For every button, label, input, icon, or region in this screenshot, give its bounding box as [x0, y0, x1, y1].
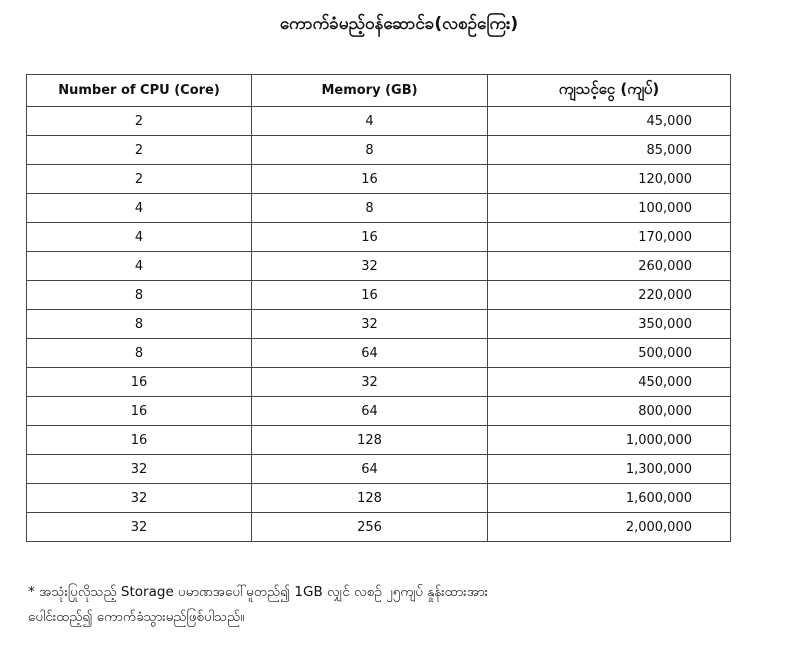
cell-price: 220,000 [488, 281, 731, 310]
cell-price: 120,000 [488, 165, 731, 194]
cell-cpu: 16 [27, 368, 252, 397]
cell-price: 350,000 [488, 310, 731, 339]
cell-cpu: 16 [27, 397, 252, 426]
table-row [27, 136, 731, 165]
cell-memory: 8 [252, 136, 488, 165]
page-title: ကောက်ခံမည့်ဝန်ဆောင်ခ(လစဉ်ကြေး) [279, 14, 519, 34]
cell-cpu: 8 [27, 339, 252, 368]
cell-memory: 128 [252, 426, 488, 455]
table-row [27, 455, 731, 484]
table-row [27, 107, 731, 136]
cell-cpu: 4 [27, 252, 252, 281]
table-row [27, 426, 731, 455]
cell-cpu: 16 [27, 426, 252, 455]
cell-cpu: 32 [27, 484, 252, 513]
footnote-line-2: ပေါင်းထည့်၍ ကောက်ခံသွားမည်ဖြစ်ပါသည်။ [28, 609, 245, 625]
table-row [27, 194, 731, 223]
footnote-line-1: * အသုံးပြုလိုသည့် Storage ပမာဏအပေါ်မူတည်၍ 1GB လျှင် လစဉ် ၂၅ကျပ် နှုန်းထားအား [28, 584, 489, 600]
cell-memory: 16 [252, 281, 488, 310]
cell-price: 85,000 [488, 136, 731, 165]
cell-price: 2,000,000 [488, 513, 731, 542]
cell-price: 500,000 [488, 339, 731, 368]
cell-memory: 64 [252, 455, 488, 484]
cell-cpu: 4 [27, 194, 252, 223]
header-cpu: Number of CPU (Core) [27, 75, 252, 107]
footnote [28, 580, 728, 630]
cell-price: 1,600,000 [488, 484, 731, 513]
cell-cpu: 8 [27, 281, 252, 310]
table-row [27, 252, 731, 281]
cell-memory: 32 [252, 310, 488, 339]
table-row [27, 513, 731, 542]
table-row [27, 368, 731, 397]
table-row [27, 223, 731, 252]
pricing-table [26, 74, 731, 542]
cell-cpu: 2 [27, 107, 252, 136]
table-row [27, 165, 731, 194]
table-row [27, 339, 731, 368]
table-header-row [27, 75, 731, 107]
cell-price: 260,000 [488, 252, 731, 281]
cell-price: 170,000 [488, 223, 731, 252]
cell-cpu: 8 [27, 310, 252, 339]
cell-cpu: 2 [27, 136, 252, 165]
table-row [27, 484, 731, 513]
header-memory: Memory (GB) [252, 75, 488, 107]
cell-cpu: 32 [27, 513, 252, 542]
header-price: ကျသင့်ငွေ (ကျပ်) [488, 75, 731, 107]
cell-memory: 64 [252, 339, 488, 368]
cell-cpu: 2 [27, 165, 252, 194]
cell-memory: 16 [252, 165, 488, 194]
table-row [27, 281, 731, 310]
table-row [27, 310, 731, 339]
cell-memory: 256 [252, 513, 488, 542]
cell-price: 1,300,000 [488, 455, 731, 484]
cell-price: 450,000 [488, 368, 731, 397]
cell-cpu: 4 [27, 223, 252, 252]
cell-cpu: 32 [27, 455, 252, 484]
table-row [27, 397, 731, 426]
cell-price: 800,000 [488, 397, 731, 426]
cell-price: 1,000,000 [488, 426, 731, 455]
cell-memory: 128 [252, 484, 488, 513]
cell-price: 45,000 [488, 107, 731, 136]
cell-price: 100,000 [488, 194, 731, 223]
cell-memory: 16 [252, 223, 488, 252]
cell-memory: 4 [252, 107, 488, 136]
cell-memory: 8 [252, 194, 488, 223]
cell-memory: 32 [252, 368, 488, 397]
cell-memory: 64 [252, 397, 488, 426]
cell-memory: 32 [252, 252, 488, 281]
